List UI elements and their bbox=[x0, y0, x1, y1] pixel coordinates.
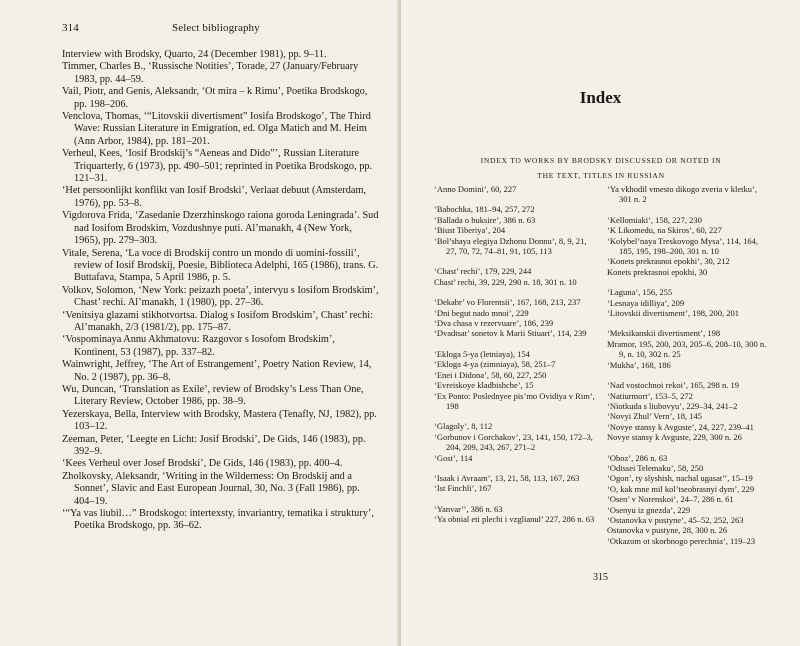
index-entry: ‘Konets prekrasnoi epokhi’, 30, 212 bbox=[607, 256, 730, 267]
index-entry: ‘Ostanovka v pustyne’, 45–52, 252, 263 bbox=[607, 514, 744, 525]
bibliography-list bbox=[62, 49, 380, 533]
index-entry: ‘Niotkuda s liubovyu’, 229–34, 241–2 bbox=[607, 400, 738, 411]
index-entry: ‘Osenyu iz gnezda’, 229 bbox=[607, 504, 691, 515]
index-entry: ‘Osen’ v Norenskoi’, 24–7, 286 n. 61 bbox=[607, 494, 734, 505]
index-entry: ‘Meksikanskii divertisment’, 198 bbox=[607, 328, 721, 339]
index-entry: ‘Bol’shaya elegiya Dzhonu Donnu’, 8, 9, 21, 27, 70, 72, 74–81, 91, 105, 113 bbox=[434, 235, 587, 257]
index-entry: Konets prekrasnoi epokhi, 30 bbox=[607, 266, 708, 277]
bibliography-entry: Venclova, Thomas, ‘“Litovskii divertisment” Iosifa Brodskogo’, The Third Wave: Russian Literature in Emigration, ed. Olga Matich and M. Heim (Ann Arbor, 1984), pp. 181–201. bbox=[62, 111, 371, 147]
index-entry: ‘Novyi Zhul’ Vern’, 18, 145 bbox=[607, 411, 703, 422]
index-column-left bbox=[434, 184, 596, 525]
index-entry: ‘Dvadtsat’ sonetov k Marii Stiuart’, 114, 239 bbox=[434, 328, 587, 339]
index-entry: ‘Ya obnial eti plechi i vzglianul’ 227, 286 n. 63 bbox=[434, 514, 595, 525]
index-title: Index bbox=[579, 88, 622, 107]
index-entry: ‘Dni begut nado mnoi’, 229 bbox=[434, 307, 529, 318]
index-entry: ‘O, kak mne mil kol’tseobrasnyi dym’, 229 bbox=[607, 483, 755, 494]
index-entry: ‘Dekabr’ vo Florentsii’, 167, 168, 213, 237 bbox=[434, 297, 581, 308]
index-entry: ‘Kellomiaki’, 158, 227, 230 bbox=[607, 214, 702, 225]
bibliography-entry: ‘Het persoonlijkt konflikt van Iosif Brodski’, Verlaat debuut (Amsterdam, 1976), pp. 53–8. bbox=[62, 185, 367, 209]
index-entry: ‘Novye stansy k Avguste’, 24, 227, 239–41 bbox=[607, 421, 754, 432]
index-entry: Mramor, 195, 200, 203, 205–6, 208–10, 300 n. 9, n. 10, 302 n. 25 bbox=[607, 338, 767, 360]
index-entry: ‘Chast’ rechi’, 179, 229, 244 bbox=[434, 266, 532, 277]
index-entry: ‘Glagoly’, 8, 112 bbox=[434, 421, 493, 432]
index-entry: ‘Odissei Telemaku’, 58, 250 bbox=[607, 462, 704, 473]
bibliography-entry: Verheul, Kees, ‘Iosif Brodskij’s “Aeneas and Dido”’, Russian Literature Triquarterly, 6 (1973), pp. 490–501; reprinted in Poetika Brodskogo, pp. 121–31. bbox=[62, 148, 373, 185]
bibliography-entry: Yezerskaya, Bella, Interview with Brodsky, Mastera (Tenafly, NJ, 1982), pp. 103–12. bbox=[62, 408, 377, 433]
index-entry: ‘Evreiskoye kladbishche’, 15 bbox=[434, 380, 534, 391]
page-number: 314 bbox=[62, 22, 79, 34]
index-entry: ‘Natiurmort’, 153–5, 272 bbox=[607, 390, 693, 401]
index-entry: ‘Lesnaya idilliya’, 209 bbox=[607, 297, 685, 308]
index-entry: ‘Gost’, 114 bbox=[434, 452, 473, 463]
bibliography-entry: ‘“Ya vas liubil…” Brodskogo: intertexsty, invariantry, tematika i struktury’, Poetika Brodskogo, pp. 36–62. bbox=[62, 508, 374, 532]
index-entry: ‘Yanvar’’, 386 n. 63 bbox=[434, 503, 503, 514]
bibliography-entry: Volkov, Solomon, ‘New York: peizazh poeta’, intervyu s Iosifom Brodskim’, Chast’ rechi. Al’manakh, 1 (1980), pp. 27–36. bbox=[62, 284, 379, 309]
index-entry: ‘Enei i Didona’, 58, 60, 227, 250 bbox=[434, 369, 547, 380]
bibliography-entry: Interview with Brodsky, Quarto, 24 (December 1981), pp. 9–11. bbox=[62, 49, 327, 60]
bibliography-entry: Zholkovsky, Aleksandr, ‘Writing in the Wilderness: On Brodskij and a Sonnet’, Slavic and East European Journal, 30, No. 3 (Fall 1986), pp. 404–19. bbox=[62, 470, 360, 507]
bibliography-entry: ‘Venitsiya glazami stikhotvortsa. Dialog s Iosifom Brodskim’, Chast’ rechi: Al’manakh, 2/3 (1981/2), pp. 175–87. bbox=[62, 309, 373, 333]
index-subheading-line-2: THE TEXT, TITLES IN RUSSIAN bbox=[537, 171, 665, 180]
index-subheading-line-1: INDEX TO WORKS BY BRODSKY DISCUSSED OR NOTED IN bbox=[480, 156, 722, 165]
bibliography-entry: Zeeman, Peter, ‘Leegte en Licht: Josif Brodski’, De Gids, 146 (1983), pp. 392–9. bbox=[62, 433, 366, 457]
bibliography-entry: Vail, Piotr, and Genis, Aleksandr, ‘Ot mira – k Rimu’, Poetika Brodskogo, pp. 198–206. bbox=[62, 86, 368, 110]
entry-gap bbox=[434, 287, 596, 297]
index-entry: ‘Biust Tiberiya’, 204 bbox=[434, 225, 506, 236]
index-entry: ‘Ekloga 5-ya (letniaya), 154 bbox=[434, 348, 530, 359]
index-entry: ‘Isaak i Avraam’, 13, 21, 58, 113, 167, 263 bbox=[434, 472, 580, 483]
entry-gap bbox=[434, 194, 596, 204]
entry-gap bbox=[607, 443, 769, 453]
bibliography-entry: ‘Vospominaya Annu Akhmatovu: Razgovor s Iosofom Brodskim’, Kontinent, 53 (1987), pp. 337–82. bbox=[62, 334, 335, 358]
index-entry: ‘Kolybel’naya Treskovogo Mysa’, 114, 164, 185, 195, 198–200, 301 n. 10 bbox=[607, 235, 759, 257]
entry-gap bbox=[434, 411, 596, 421]
index-entry: ‘Oboz’, 286 n. 63 bbox=[607, 452, 668, 463]
page-number: 315 bbox=[593, 572, 608, 583]
index-entry: Novye stansy k Avguste, 229, 300 n. 26 bbox=[607, 432, 742, 443]
index-subheading bbox=[431, 153, 771, 183]
index-entry: ‘Ya vkhodil vmesto dikogo zveria v kletku’, 301 n. 2 bbox=[607, 184, 757, 205]
index-entry: ‘Ist Finchli’, 167 bbox=[434, 483, 492, 494]
entry-gap bbox=[607, 205, 769, 215]
index-entry: ‘Dva chasa v rezervuare’, 186, 239 bbox=[434, 318, 554, 329]
bibliography-entry: Vitale, Serena, ‘La voce di Brodskij contro un mondo di uomini-fossili’, review of Iosif Brodskij, Poesie, Biblioteca Adelphi, 165 (1986), trans. G. Buttafava, Stampa, 5 April 1986, p. 5. bbox=[62, 247, 379, 284]
index-entry: ‘Litovskii divertisment’, 198, 200, 201 bbox=[607, 308, 739, 319]
bibliography-entry: Vigdorova Frida, ‘Zasedanie Dzerzhinskogo raiona goroda Leningrada’. Sud nad Iosifom Brodskim, Vozdushnye puti. Al’manakh, 4 (New York, 1965), pp. 279–303. bbox=[62, 210, 379, 247]
index-entry: Chast’ rechi, 39, 229, 290 n. 18, 301 n. 10 bbox=[434, 276, 577, 287]
right-page bbox=[401, 0, 800, 646]
index-entry: ‘Ekloga 4-ya (zimniaya), 58, 251–7 bbox=[434, 359, 556, 370]
bibliography-entry: Timmer, Charles B., ‘Russische Notities’, Torade, 27 (January/February 1983, pp. 44–59. bbox=[62, 61, 359, 85]
index-entry: Ostanovka v pustyne, 28, 300 n. 26 bbox=[607, 525, 728, 536]
index-entry: ‘Nad vostochnoi rekoi’, 165, 298 n. 19 bbox=[607, 380, 739, 391]
index-column-right bbox=[607, 184, 769, 546]
entry-gap bbox=[607, 370, 769, 380]
index-entry: ‘Ex Ponto: Poslednyee pis’mo Ovidiya v Rim’, 198 bbox=[434, 390, 595, 411]
index-entry: ‘Laguna’, 156, 255 bbox=[607, 287, 673, 298]
index-entry: ‘Gorbunov i Gorchakov’, 23, 141, 150, 172–3, 204, 209, 243, 267, 271–2 bbox=[434, 431, 593, 453]
entry-gap bbox=[434, 463, 596, 473]
entry-gap bbox=[607, 318, 769, 328]
entry-gap bbox=[607, 277, 769, 287]
entry-gap bbox=[434, 494, 596, 504]
index-entry: ‘Anno Domini’, 60, 227 bbox=[434, 184, 517, 194]
index-entry: ‘Mukha’, 168, 186 bbox=[607, 359, 671, 370]
bibliography-entry: ‘Kees Verheul over Josef Brodski’, De Gids, 146 (1983), pp. 400–4. bbox=[62, 458, 343, 470]
bibliography-entry: Wainwright, Jeffrey, ‘The Art of Estrangement’, Poetry Nation Review, 14, No. 2 (1987), pp. 36–8. bbox=[62, 359, 372, 383]
index-entry: ‘Ogon’, ty slyshish, nachal ugasat’’, 15–19 bbox=[607, 473, 753, 484]
entry-gap bbox=[434, 256, 596, 266]
entry-gap bbox=[434, 339, 596, 349]
bibliography-entry: Wu, Duncan, ‘Translation as Exile’, review of Brodsky’s Less Than One, Literary Review, October 1986, pp. 38–9. bbox=[62, 383, 364, 408]
running-title: Select bibliography bbox=[172, 22, 260, 34]
index-entry: ‘Babochka, 181–94, 257, 272 bbox=[434, 204, 535, 215]
index-entry: ‘K Likomedu, na Skiros’, 60, 227 bbox=[607, 225, 722, 236]
index-entry: ‘Otkazom ot skorbnogo perechnia’, 119–23 bbox=[607, 535, 756, 546]
index-entry: ‘Ballada o buksire’, 386 n. 63 bbox=[434, 214, 536, 225]
